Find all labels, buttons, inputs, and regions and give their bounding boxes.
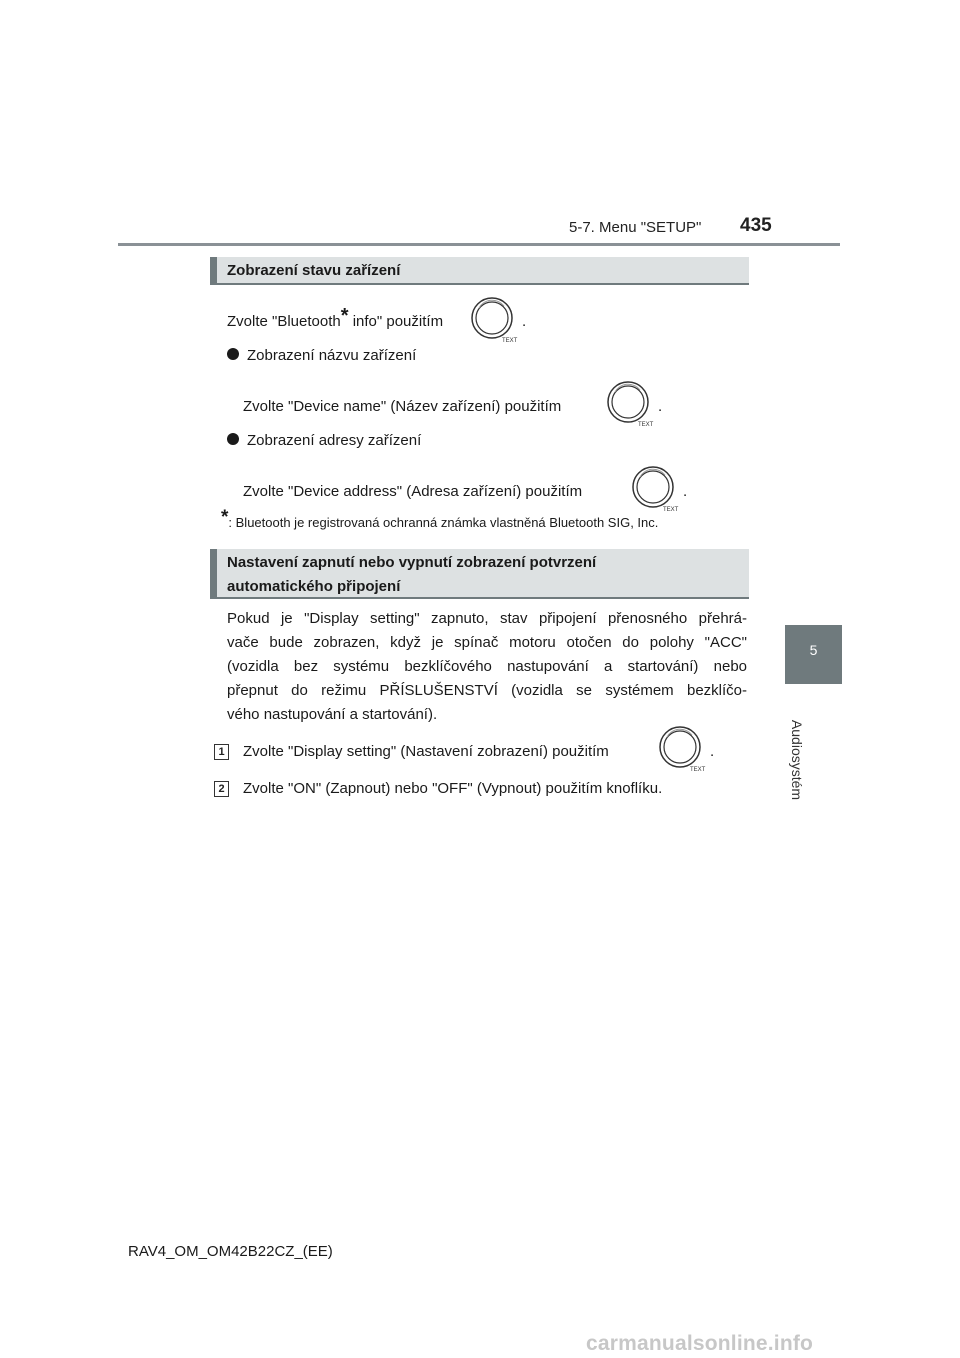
document-code: RAV4_OM_OM42B22CZ_(EE) (128, 1243, 333, 1260)
knob-label: TEXT (690, 767, 706, 773)
bullet-title: Zobrazení adresy zařízení (247, 432, 422, 449)
period: . (658, 398, 663, 415)
device-address-instruction: Zvolte "Device address" (Adresa zařízení) použitím (243, 483, 583, 500)
paragraph-line: vače bude zobrazen, když je spínač motoru otočen do polohy "ACC" (227, 634, 747, 651)
bullet-title: Zobrazení názvu zařízení (247, 347, 417, 364)
period: . (683, 483, 688, 500)
trademark-star: * (340, 305, 349, 327)
bullet-icon (227, 433, 239, 445)
paragraph-line: (vozidla bez systému bezklíčového nastupování a startování) nebo (227, 658, 747, 675)
line-text: Zvolte "Bluetooth (227, 313, 341, 330)
footnote-star: * (221, 507, 229, 528)
header-section-title: 5-7. Menu "SETUP" (569, 219, 702, 236)
chapter-label-text: Audiosystém (789, 719, 805, 801)
footnote (221, 507, 659, 530)
paragraph-line: vého nastupování a startování). (227, 706, 438, 723)
knob-label: TEXT (638, 422, 654, 428)
tune-knob-icon (631, 465, 679, 513)
bullet-device-address (227, 432, 421, 449)
knob-label: TEXT (663, 507, 679, 513)
select-bluetooth-info-line (227, 305, 444, 330)
bullet-icon (227, 348, 239, 360)
step-1-text: Zvolte "Display setting" (Nastavení zobrazení) použitím (243, 743, 609, 760)
device-name-instruction: Zvolte "Device name" (Název zařízení) použitím (243, 398, 562, 415)
step-number-badge: 2 (214, 781, 229, 797)
section-heading-device-status: Zobrazení stavu zařízení (210, 257, 749, 285)
watermark: carmanualsonline.info (586, 1332, 814, 1355)
period: . (522, 313, 527, 330)
tune-knob-icon (658, 725, 706, 773)
line-text: info" použitím (348, 313, 444, 330)
section-heading-auto-connect (210, 549, 749, 599)
period: . (710, 743, 715, 760)
footnote-text: : Bluetooth je registrovaná ochranná známka vlastněná Bluetooth SIG, Inc. (228, 515, 659, 530)
knob-label: TEXT (502, 338, 518, 344)
bullet-device-name (227, 347, 416, 364)
auto-connect-description (227, 607, 747, 727)
tune-knob-icon (606, 380, 654, 428)
step-2-text: Zvolte "ON" (Zapnout) nebo "OFF" (Vypnout) použitím knoflíku. (243, 780, 663, 797)
paragraph-line: přepnut do režimu PŘÍSLUŠENSTVÍ (vozidla se systémem bezklíčo- (227, 682, 747, 699)
heading-line: automatického připojení (227, 578, 401, 595)
header-divider (118, 243, 840, 246)
step-number-badge: 1 (214, 744, 229, 760)
page-number: 435 (740, 215, 772, 236)
paragraph-line: Pokud je "Display setting" zapnuto, stav připojení přenosného přehrá- (227, 610, 747, 627)
chapter-number: 5 (809, 642, 818, 658)
heading-line: Nastavení zapnutí nebo vypnutí zobrazení potvrzení (227, 554, 597, 571)
tune-knob-icon (470, 296, 518, 344)
